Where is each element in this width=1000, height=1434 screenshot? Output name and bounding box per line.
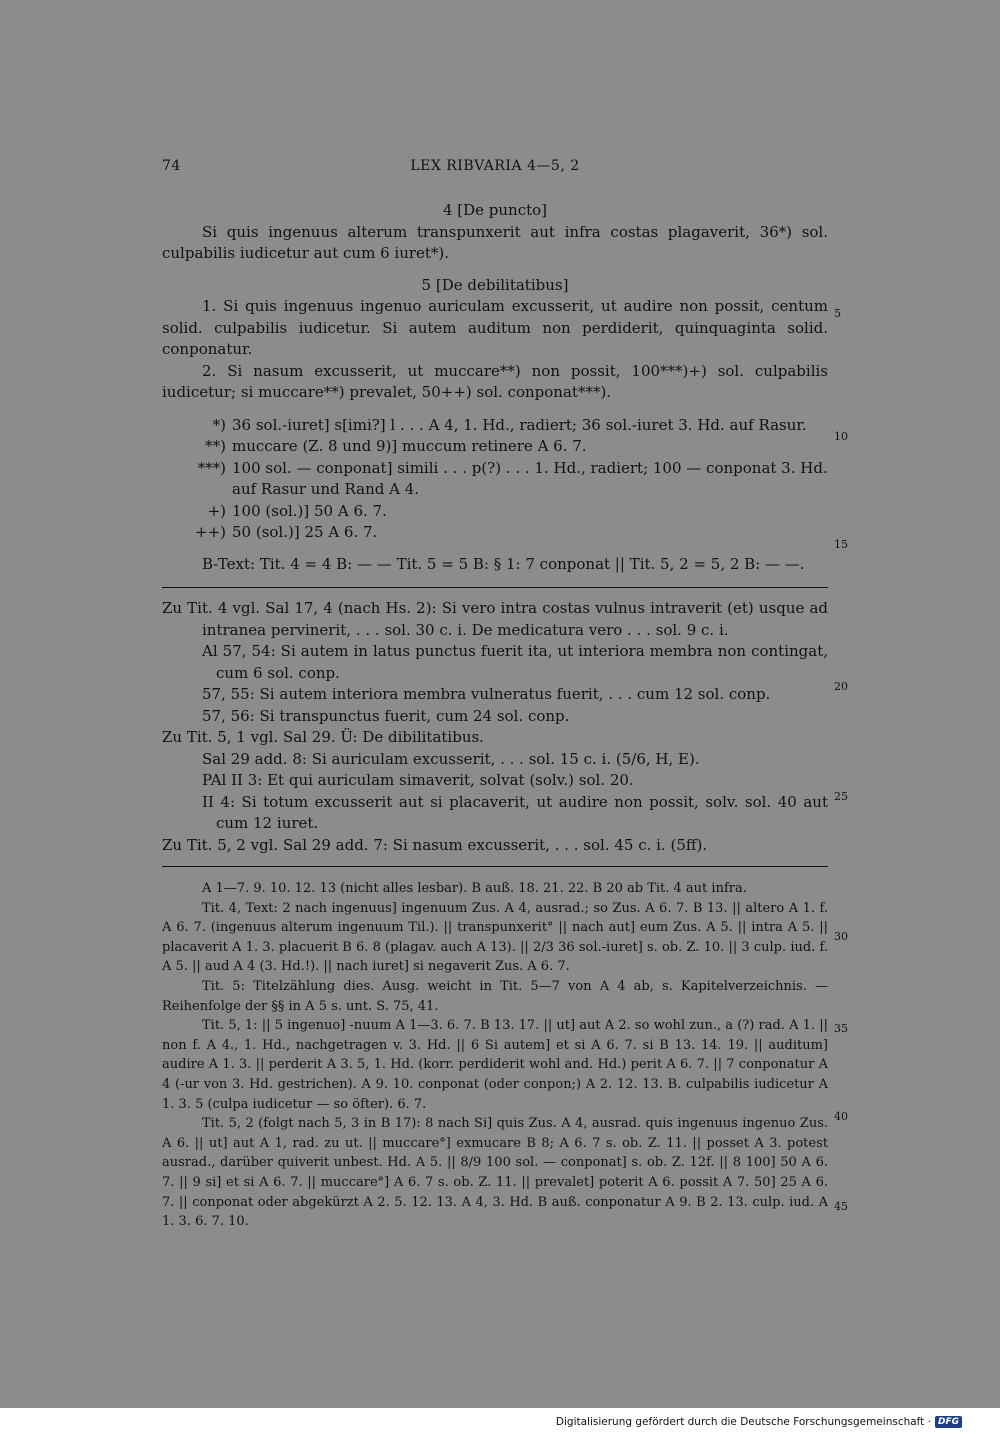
tit5-para-2: 2. Si nasum excusserit, ut muccare**) non possit, 100***)+) sol. culpabilis iudicetur; si muccare**) prevalet, 50++) sol. conponat***). bbox=[162, 361, 828, 401]
parallel-entry: PAl II 3: Et qui auriculam simaverit, solvat (solv.) sol. 20. bbox=[202, 771, 634, 789]
funding-footer bbox=[556, 1416, 962, 1428]
footnote-mark: *) bbox=[212, 415, 226, 434]
apparatus-entry: Tit. 5, 1: || 5 ingenuo] -nuum A 1—3. 6. 7. B 13. 17. || ut] aut A 2. so wohl zun., a (?) rad. A 1. || non f. A 4., 1. Hd., nachgetragen v. 3. Hd. || 6 Si autem] et si A 6. 7. si B 13. 14. 19. || auditum] audire A 1. 3. || perderit A 3. 5, 1. Hd. (korr. perdiderit wohl and. Hd.) perit A 6. 7. || 7 conponatur A 4 (-ur von 3. Hd. gestrichen). A 9. 10. conponat (oder conpon;) A 2. 12. 13. B. culpabilis iudicetur A 1. 3. 5 (culpa iudicetur — so öfter). 6. 7. bbox=[162, 1018, 828, 1112]
parallel-entry: Al 57, 54: Si autem in latus punctus fuerit ita, ut interiora membra non contingat, cum 6 sol. conp. bbox=[202, 642, 828, 682]
footnote bbox=[162, 436, 828, 458]
parallel-entry: 57, 55: Si autem interiora membra vulneratus fuerit, . . . cum 12 sol. conp. bbox=[202, 685, 771, 703]
critical-apparatus bbox=[162, 879, 828, 1232]
footnote-text: 50 (sol.)] 25 A 6. 7. bbox=[232, 523, 378, 541]
line-number: 20 bbox=[834, 680, 848, 693]
apparatus-entry: Tit. 5: Titelzählung dies. Ausg. weicht in Tit. 5—7 von A 4 ab, s. Kapitelverzeichnis. — Reihenfolge der §§ in A 5 s. unt. S. 75, 41. bbox=[162, 978, 828, 1014]
line-number: 10 bbox=[834, 430, 848, 443]
b-text-line: B-Text: Tit. 4 = 4 B: — — Tit. 5 = 5 B: § 1: 7 conponat || Tit. 5, 2 = 5, 2 B: — —. bbox=[202, 554, 805, 573]
tit4-title: 4 [De puncto] bbox=[442, 201, 548, 219]
section-divider bbox=[162, 866, 828, 867]
footnotes bbox=[162, 415, 828, 544]
line-number: 5 bbox=[834, 307, 841, 320]
dfg-logo: DFG bbox=[935, 1416, 962, 1428]
footnote-text: 36 sol.-iuret] s[imi?] l . . . A 4, 1. Hd., radiert; 36 sol.-iuret 3. Hd. auf Rasur. bbox=[232, 415, 807, 434]
page-header bbox=[162, 158, 828, 180]
parallel-entry: II 4: Si totum excusserit aut si placaverit, ut audire non possit, solv. sol. 40 aut cum 12 iuret. bbox=[202, 792, 828, 832]
parallel-entry: Zu Tit. 4 vgl. Sal 17, 4 (nach Hs. 2): Si vero intra costas vulnus intraverit (et) usque ad intranea pervinerit, . . . sol. 30 c. i. De medicatura vero . . . sol. 9 c. i. bbox=[162, 599, 828, 639]
line-number: 30 bbox=[834, 930, 848, 943]
page-number: 74 bbox=[162, 158, 181, 174]
footnote-text: 100 (sol.)] 50 A 6. 7. bbox=[232, 501, 387, 520]
footnote-mark: +) bbox=[207, 501, 226, 520]
footnote bbox=[162, 415, 828, 437]
apparatus-entry: A 1—7. 9. 10. 12. 13 (nicht alles lesbar). B auß. 18. 21. 22. B 20 ab Tit. 4 aut infra. bbox=[202, 881, 747, 896]
line-number: 45 bbox=[834, 1200, 848, 1213]
apparatus-entry: Tit. 4, Text: 2 nach ingenuus] ingenuum Zus. A 4, ausrad.; so Zus. A 6. 7. B 13. || altero A 1. f. A 6. 7. (ingenuus alterum ingenuum Til.). || transpunxerit° || nach aut] eum Zus. A 5. || intra A 5. || placaverit A 1. 3. placuerit B 6. 8 (plagav. auch A 13). || 2/3 36 sol.-iuret] s. ob. Z. 10. || 3 culp. iud. f. A 5. || aud A 4 (3. Hd.!). || nach iuret] si negaverit Zus. A 6. 7. bbox=[162, 900, 828, 975]
main-text bbox=[162, 198, 828, 1232]
tit5-para-1: 1. Si quis ingenuus ingenuo auriculam excusserit, ut audire non possit, centum solid. culpabilis iudicetur. Si autem auditum non perdiderit, quinquaginta solid. conponatur. bbox=[162, 297, 828, 358]
line-number: 40 bbox=[834, 1110, 848, 1123]
footnote-text: muccare (Z. 8 und 9)] muccum retinere A 6. 7. bbox=[232, 437, 587, 455]
line-number: 35 bbox=[834, 1022, 848, 1035]
running-title: LEX RIBVARIA 4—5, 2 bbox=[410, 158, 580, 174]
parallel-entry: 57, 56: Si transpunctus fuerit, cum 24 sol. conp. bbox=[202, 706, 570, 725]
parallels-section bbox=[162, 598, 828, 856]
apparatus-entry: Tit. 5, 2 (folgt nach 5, 3 in B 17): 8 nach Si] quis Zus. A 4, ausrad. quis ingenuus ingenuo Zus. A 6. || ut] aut A 1, rad. zu ut. || muccare°] exmucare B 8; A 6. 7 s. ob. Z. 11. || posset A 3. potest ausrad., darüber quiverit unbest. Hd. A 5. || 8/9 100 sol. — conponat] s. ob. Z. 12f. || 8 100] 50 A 6. 7. || 9 si] et si A 6. 7. || muccare°] A 6. 7 s. ob. Z. 11. || prevalet] poterit A 6. possit A 7. 50] 25 A 6. 7. || conponat oder abgekürzt A 2. 5. 12. 13. A 4, 3. Hd. B auß. conponatur A 9. B 2. 13. culp. iud. A 1. 3. 6. 7. 10. bbox=[162, 1116, 828, 1230]
footnote-mark: ++) bbox=[195, 523, 226, 541]
footnote-text: 100 sol. — conponat] simili . . . p(?) . . . 1. Hd., radiert; 100 — conponat 3. Hd. auf Rasur und Rand A 4. bbox=[232, 458, 828, 498]
footnote bbox=[162, 501, 828, 523]
line-number: 15 bbox=[834, 538, 848, 551]
footnote bbox=[162, 458, 828, 501]
footnote-mark: ***) bbox=[197, 458, 226, 477]
parallel-entry: Zu Tit. 5, 2 vgl. Sal 29 add. 7: Si nasum excusserit, . . . sol. 45 c. i. (5ff). bbox=[162, 835, 708, 854]
footnote-mark: **) bbox=[205, 437, 226, 455]
parallel-entry: Zu Tit. 5, 1 vgl. Sal 29. Ü: De dibilitatibus. bbox=[162, 728, 484, 746]
line-number: 25 bbox=[834, 790, 848, 803]
tit4-text: Si quis ingenuus alterum transpunxerit aut infra costas plagaverit, 36*) sol. culpabilis iudicetur aut cum 6 iuret*). bbox=[162, 222, 828, 262]
tit5-title: 5 [De debilitatibus] bbox=[421, 275, 569, 294]
footer-text: Digitalisierung gefördert durch die Deutsche Forschungsgemeinschaft · bbox=[555, 1416, 931, 1428]
parallel-entry: Sal 29 add. 8: Si auriculam excusserit, . . . sol. 15 c. i. (5/6, H, E). bbox=[202, 749, 700, 768]
footnote bbox=[162, 522, 828, 544]
section-divider bbox=[162, 587, 828, 588]
